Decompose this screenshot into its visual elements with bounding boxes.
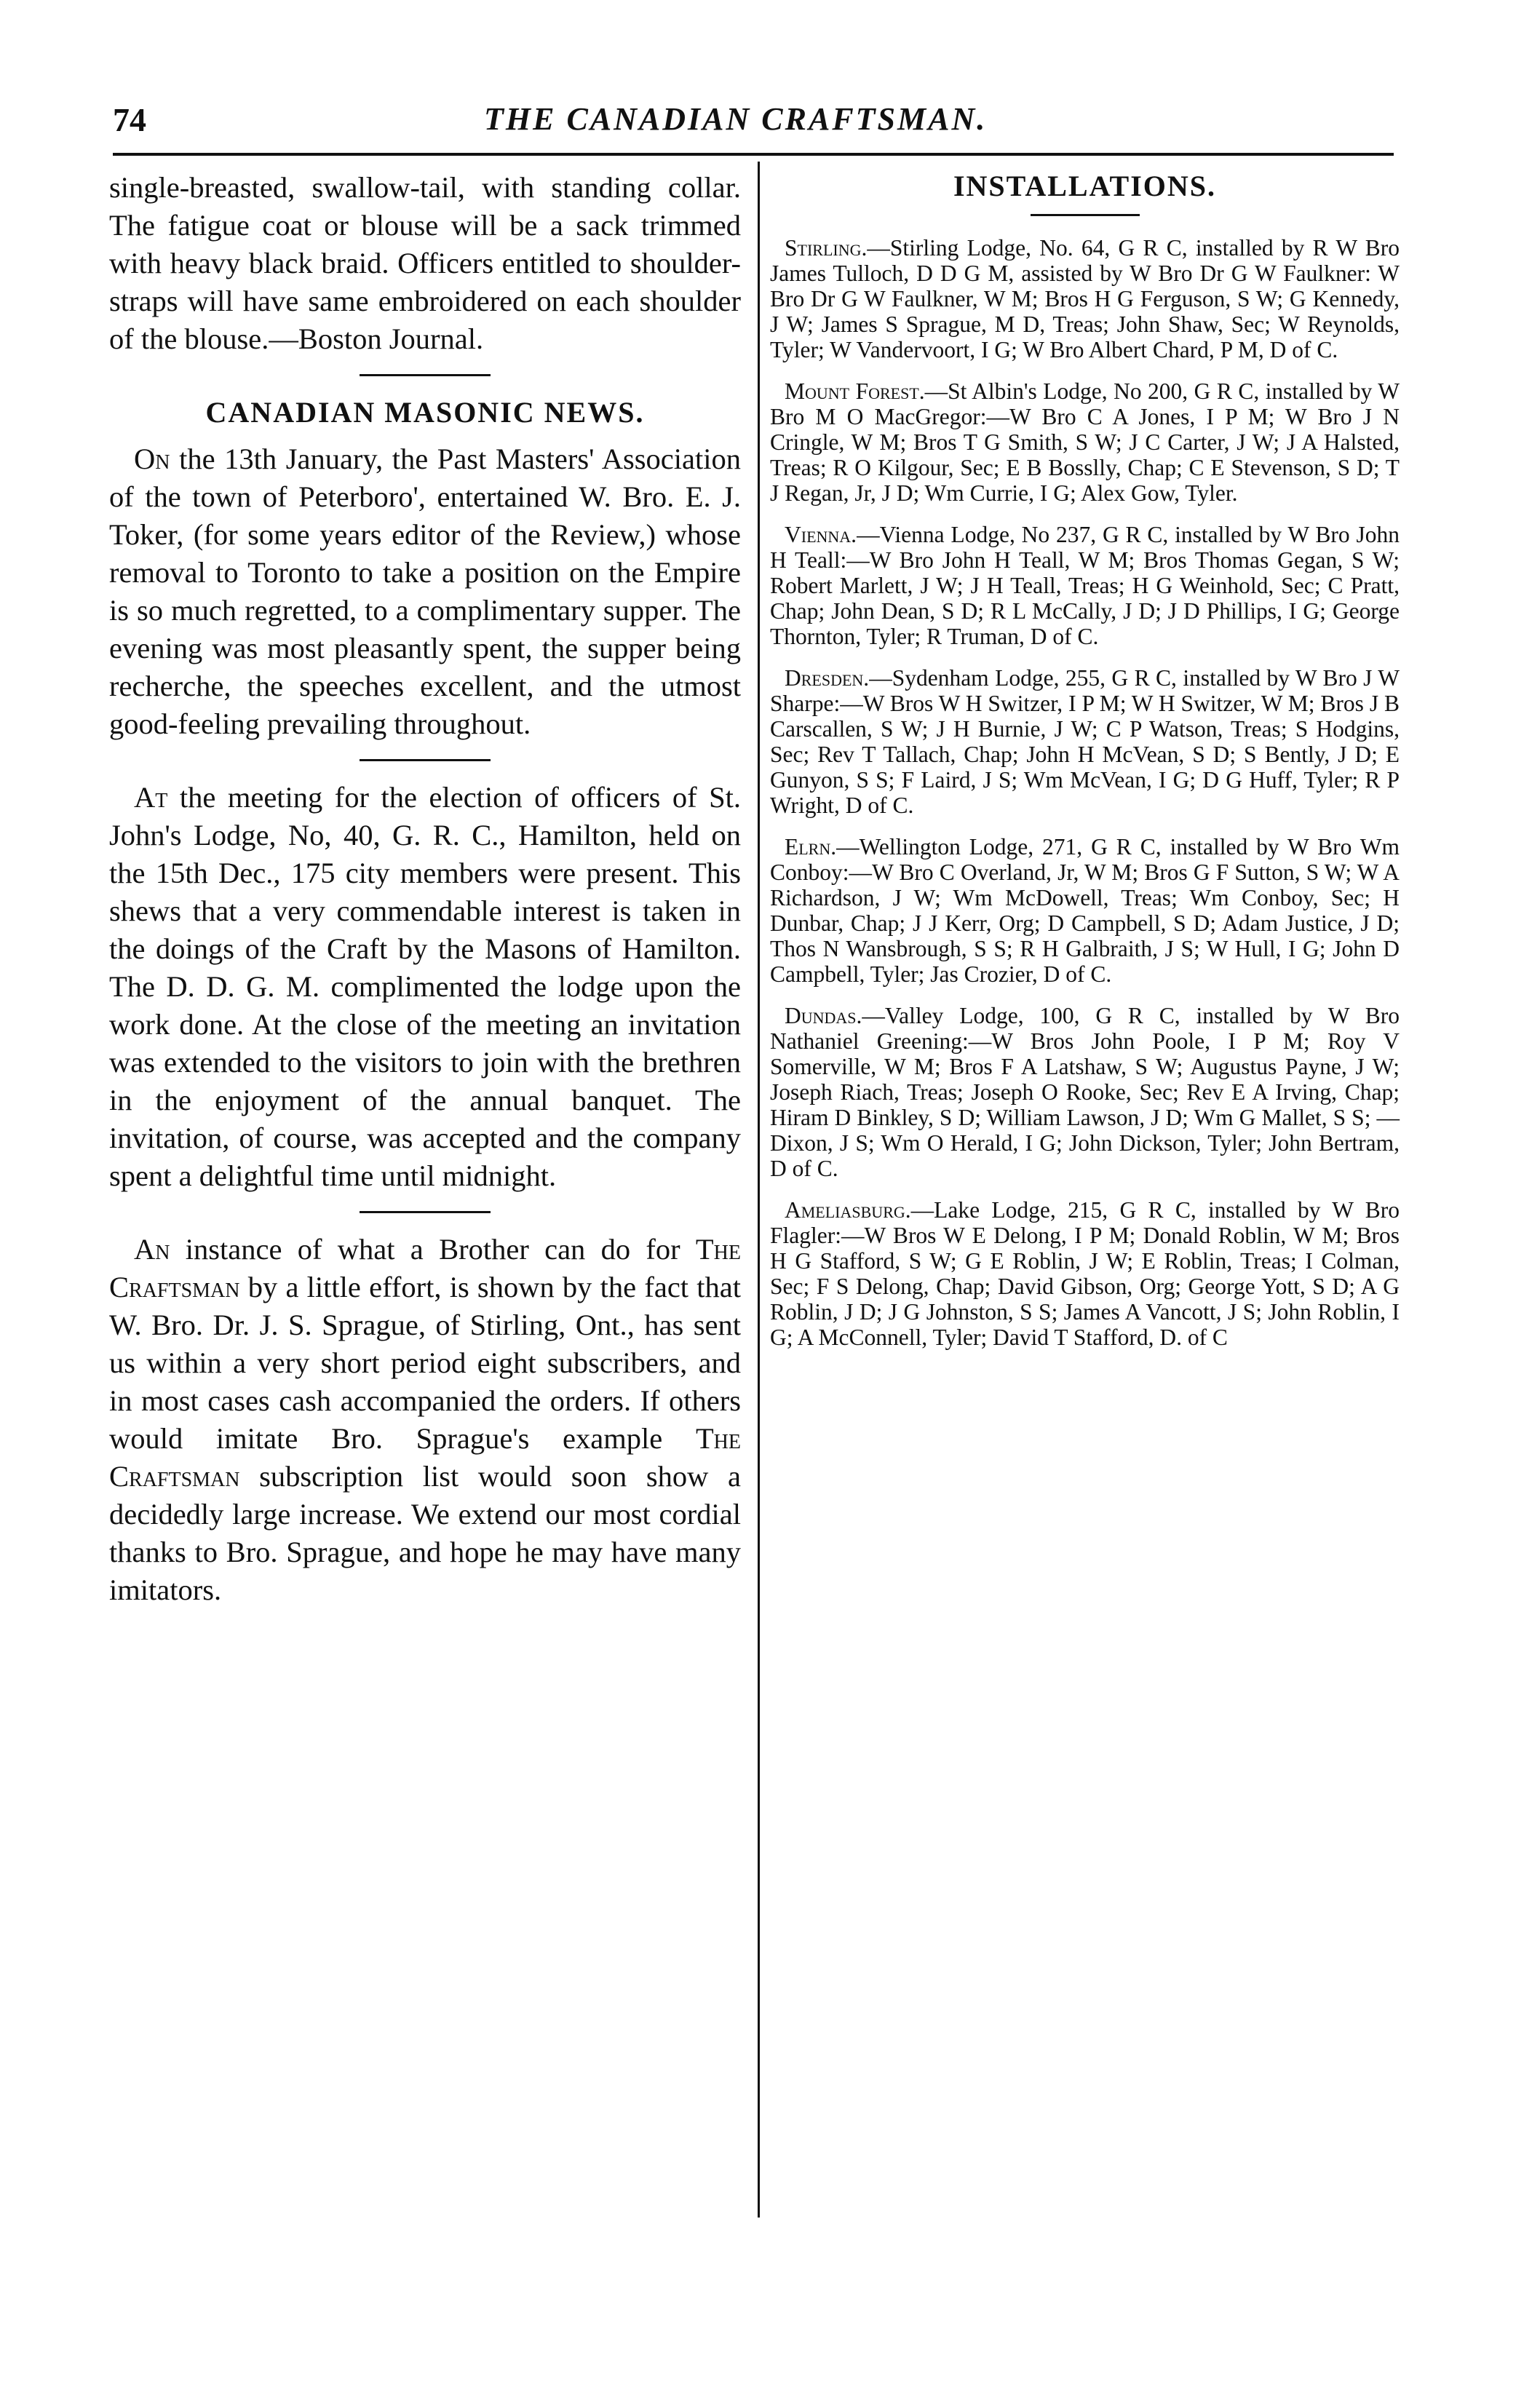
left-column [109,169,741,1609]
installation-entry [770,1003,1400,1181]
section-divider [360,374,491,376]
news-item-lead: On [134,442,170,475]
installation-place: Dundas. [785,1003,862,1028]
news-item-body: the 13th January, the Past Masters' Association of the town of Peterboro', entertained W. Bro. E. J. Toker, (for some years editor of the Review,) whose removal to Toronto to take a position on the Empire is so much regretted, to a complimentary supper. The evening was most pleasantly spent, the supper being recherche, the speeches excellent, and the utmost good-feeling prevailing throughout. [109,442,742,740]
journal-title: THE CANADIAN CRAFTSMAN. [484,101,988,137]
installation-place: Vienna. [785,522,857,547]
news-item-body: the meeting for the election of officers of St. John's Lodge, No, 40, G. R. C., Hamilton, held on the 15th Dec., 175 city members were present. This shews that a very commendable interest is taken in the doings of the Craft by the Masons of Hamilton. The D. D. G. M. complimented the lodge upon the work done. At the close of the meeting an invitation was extended to the visitors to join with the brethren in the enjoyment of the annual banquet. The invitation, of course, was accepted and the company spent a delightful time until midnight. [109,781,741,1192]
installation-place: Stirling. [785,235,868,261]
craftsman-name: The Craftsman [109,1233,741,1303]
item-divider [360,1211,491,1213]
page-number: 74 [113,101,146,138]
installation-entry [770,522,1400,649]
installation-place: Ameliasburg. [785,1197,911,1223]
news-item-lead: At [134,781,168,814]
installations-divider [1031,214,1140,216]
column-rule [758,162,760,2218]
installation-entry [770,665,1400,818]
installation-text: —Wellington Lodge, 271, G R C, installed by W Bro Wm Conboy:—W Bro C Overland, Jr, W M; Bros G F Sutton, S W; W A Richardson, J W; Wm McDowell, Treas; Wm Conboy, Sec; H Dunbar, Chap; J J Kerr, Org; D Campbell, S D; Adam Justice, J D; Thos N Wansbrough, S S; R H Galbraith, J S; W Hull, I G; John D Campbell, Tyler; Jas Crozier, D of C. [770,834,1400,987]
continued-article: single-breasted, swallow-tail, with standing collar. The fatigue coat or blouse will be a sack trimmed with heavy black braid. Officers entitled to shoulder-straps will have same embroidered on each shoulder of the blouse.—Boston Journal. [109,171,741,355]
installation-text: —Lake Lodge, 215, G R C, installed by W Bro Flagler:—W Bros W E Delong, I P M; Donald Roblin, W M; Bros H G Stafford, S W; G E Roblin, J W; E Roblin, Treas; I Colman, Sec; F S Delong, Chap; David Gibson, Org; George Yott, S D; A G Roblin, J D; J G Johnston, S S; James A Vancott, J S; John Roblin, I G; A McConnell, Tyler; David T Stafford, D. of C [770,1197,1400,1350]
installation-text: —Stirling Lodge, No. 64, G R C, installed by R W Bro James Tulloch, D D G M, assisted by W Bro Dr G W Faulkner: W Bro Dr G W Faulkner, W M; Bros H G Ferguson, S W; G Kennedy, J W; James S Sprague, M D, Treas; John Shaw, Sec; W Reynolds, Tyler; W Vandervoort, I G; W Bro Albert Chard, P M, D of C. [770,235,1400,362]
news-item-body: subscription list would soon show a decidedly large increase. We extend our most cordial thanks to Bro. Sprague, and hope he may have many imitators. [109,1460,741,1606]
right-column [770,169,1400,1366]
installation-entry [770,378,1400,506]
news-item-sprague [109,1231,741,1609]
installation-entry [770,834,1400,987]
installation-text: —Valley Lodge, 100, G R C, installed by W Bro Nathaniel Greening:—W Bros John Poole, I P M; Roy V Somerville, W M; Bros F A Latshaw, S W; Augustus Payne, J W; Joseph Riach, Treas; Joseph O Rooke, Sec; Rev E A Irving, Chap; Hiram D Binkley, S D; William Lawson, J D; Wm G Mallet, S S; — Dixon, J S; Wm O Herald, I G; John Dickson, Tyler; John Bertram, D of C. [770,1003,1400,1181]
header-rule [113,153,1394,156]
installation-text: —St Albin's Lodge, No 200, G R C, installed by W Bro M O MacGregor:—W Bro C A Jones, I P M; W Bro J N Cringle, W M; Bros T G Smith, S W; J C Carter, J W; J A Halsted, Treas; R O Kilgour, Sec; E B Bosslly, Chap; C E Stevenson, S D; T J Regan, Jr, J D; Wm Currie, I G; Alex Gow, Tyler. [770,378,1400,506]
craftsman-name: The Craftsman [109,1422,742,1493]
running-head [113,100,1386,146]
installation-entry [770,235,1400,362]
installation-text: —Sydenham Lodge, 255, G R C, installed by W Bro J W Sharpe:—W Bros W H Switzer, I P M; W H Switzer, W M; Bros J B Carscallen, S W; J H Burnie, J W; C P Watson, Treas; S Hodgins, Sec; Rev T Tallach, Chap; John H McVean, S D; S Bently, J D; E Gunyon, S S; F Laird, J S; Wm McVean, I G; D G Huff, Tyler; R P Wright, D of C. [770,665,1400,818]
installation-entry [770,1197,1400,1350]
installations-title: INSTALLATIONS. [953,170,1217,202]
news-item-body: instance of what a Brother can do for [185,1233,680,1266]
news-item-body: by a little effort, is shown by the fact that W. Bro. Dr. J. S. Sprague, of Stirling, Ont., has sent us within a very short period eight subscribers, and in most cases cash accompanied the orders. If others would imitate Bro. Sprague's example [109,1271,742,1455]
item-divider [360,759,491,761]
news-item-hamilton [109,779,741,1195]
installation-text: —Vienna Lodge, No 237, G R C, installed by W Bro John H Teall:—W Bro John H Teall, W M; Bros Thomas Gegan, S W; Robert Marlett, J W; J H Teall, Treas; H G Weinhold, Sec; C Pratt, Chap; John Dean, S D; R L McCally, J D; J D Phillips, I G; George Thornton, Tyler; R Truman, D of C. [770,522,1400,649]
installation-place: Dresden. [785,665,870,691]
installation-place: Mount Forest. [785,378,925,404]
section-title: CANADIAN MASONIC NEWS. [205,396,645,429]
installation-place: Elrn. [785,834,837,859]
news-item-lead: An [134,1233,170,1266]
news-item-peterboro [109,440,741,743]
